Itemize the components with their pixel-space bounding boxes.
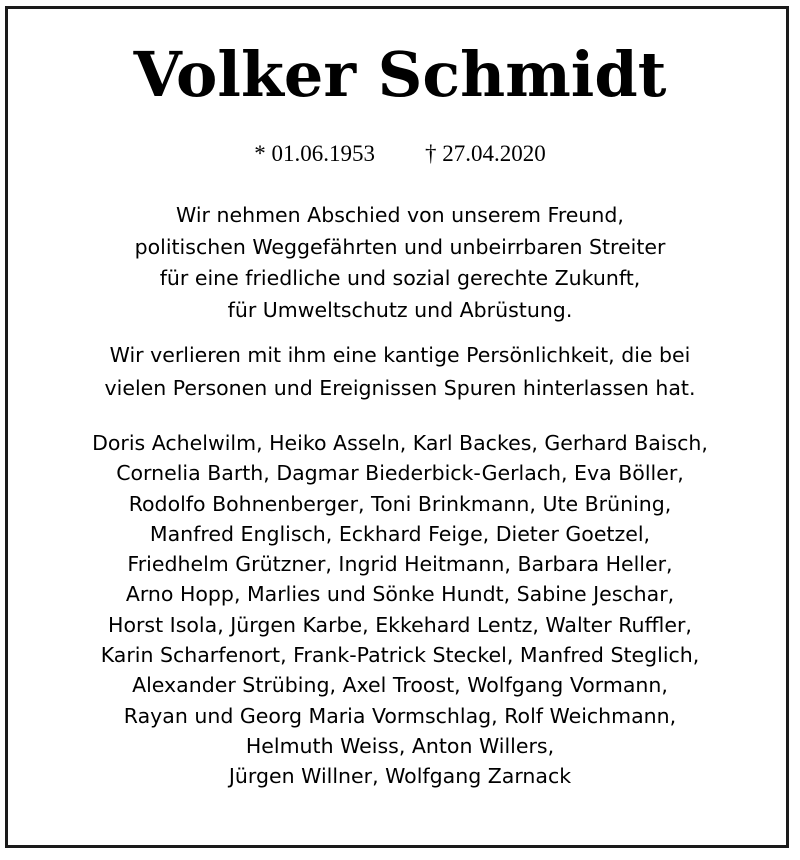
signatories-line: Arno Hopp, Marlies und Sönke Hundt, Sabine Jeschar, — [125, 582, 675, 607]
farewell-line: für eine friedliche und sozial gerechte Zukunft, — [159, 266, 641, 290]
life-dates — [0, 142, 800, 165]
signatories-line: Doris Achelwilm, Heiko Asseln, Karl Backes, Gerhard Baisch, — [92, 431, 708, 455]
tribute-line: Wir verlieren mit ihm eine kantige Persönlichkeit, die bei — [109, 343, 691, 367]
signatories-line: Jürgen Willner, Wolfgang Zarnack — [228, 764, 572, 789]
signatories-line: Manfred Englisch, Eckhard Feige, Dieter Goetzel, — [149, 521, 651, 546]
tribute-paragraph — [0, 339, 800, 404]
tribute-line: vielen Personen und Ereignissen Spuren hinterlassen hat. — [104, 375, 696, 400]
signatories-line: Cornelia Barth, Dagmar Biederbick-Gerlach, Eva Böller, — [116, 461, 684, 486]
signatories-line: Alexander Strübing, Axel Troost, Wolfgang Vormann, — [132, 673, 668, 698]
farewell-line: für Umweltschutz und Abrüstung. — [227, 297, 573, 322]
farewell-paragraph — [0, 200, 800, 326]
deceased-name: Volker Schmidt — [133, 38, 667, 111]
signatories-line: Rodolfo Bohnenberger, Toni Brinkmann, Ute Brüning, — [128, 491, 672, 516]
signatories-line: Rayan und Georg Maria Vormschlag, Rolf Weichmann, — [123, 703, 677, 728]
signatories-line: Karin Scharfenort, Frank-Patrick Steckel, Manfred Steglich, — [100, 643, 700, 668]
signatories-line: Friedhelm Grützner, Ingrid Heitmann, Barbara Heller, — [127, 552, 673, 577]
signatories-line: Horst Isola, Jürgen Karbe, Ekkehard Lentz, Walter Ruffler, — [108, 612, 692, 637]
farewell-line: politischen Weggefährten und unbeirrbaren Streiter — [134, 234, 666, 259]
signatories-line: Helmuth Weiss, Anton Willers, — [245, 733, 555, 758]
death-date: † 27.04.2020 — [425, 141, 546, 166]
birth-date: * 01.06.1953 — [254, 141, 375, 166]
signatories-list — [0, 428, 800, 792]
farewell-line: Wir nehmen Abschied von unserem Freund, — [176, 203, 624, 227]
